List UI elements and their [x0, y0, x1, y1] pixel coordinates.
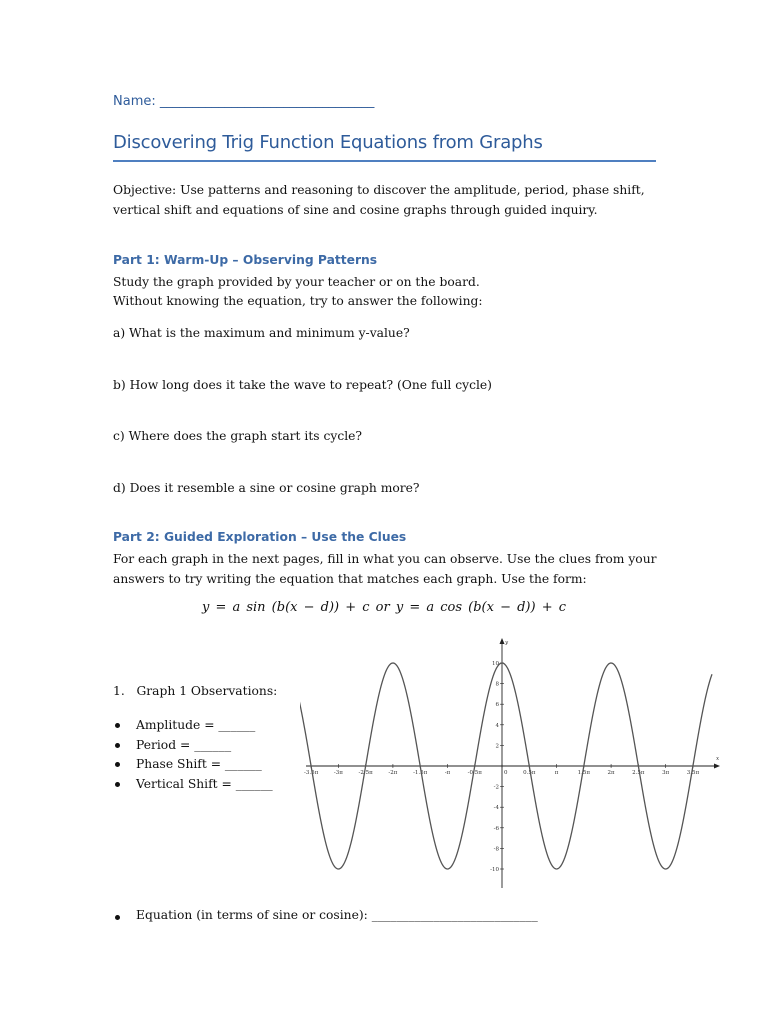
part2-intro: For each graph in the next pages, fill in what you can observe. Use the clues from your answers to try writing the equation that matches each graph. Use the form:: [113, 552, 657, 586]
equation-form: y = a sin (b(x − d)) + c or y = a cos (b(x − d)) + c: [201, 600, 567, 615]
objective-text: Objective: Use patterns and reasoning to discover the amplitude, period, phase shift, vertical shift and equations of sine and cosine graphs through guided inquiry.: [113, 183, 645, 217]
part1-intro-1: Study the graph provided by your teacher or on the board.: [113, 275, 480, 289]
y-tick-label: 6: [495, 702, 499, 709]
part2-heading: Part 2: Guided Exploration – Use the Clues: [113, 530, 407, 544]
y-tick-label: 4: [495, 722, 499, 729]
y-tick-label: -2: [493, 784, 499, 791]
question-d: d) Does it resemble a sine or cosine graph more?: [113, 481, 420, 495]
title-divider: [113, 160, 656, 162]
x-tick-label: 2π: [607, 770, 615, 776]
y-tick-label: -4: [493, 805, 499, 812]
x-tick-label: 3π: [662, 770, 670, 776]
x-axis-arrow: [714, 764, 720, 769]
x-tick-label: π: [554, 770, 559, 776]
y-tick-label: -8: [493, 846, 499, 853]
part1-intro-2: Without knowing the equation, try to answer the following:: [113, 294, 483, 308]
y-tick-label: 10: [492, 661, 499, 667]
x-tick-label: -0.5π: [467, 770, 482, 776]
x-tick-label: -1.5π: [413, 770, 428, 776]
y-tick-label: 8: [495, 681, 499, 688]
x-tick-label: -3.5π: [303, 770, 319, 776]
graph1-title: 1. Graph 1 Observations:: [113, 684, 278, 698]
page-title: Discovering Trig Function Equations from Graphs: [113, 132, 543, 153]
x-tick-label: -3π: [333, 770, 343, 776]
y-tick-label: -10: [490, 867, 499, 873]
x-tick-label: -π: [444, 770, 451, 776]
x-tick-label: 0.5π: [523, 770, 536, 776]
question-c: c) Where does the graph start its cycle?: [113, 429, 363, 443]
name-field[interactable]: Name: _________________________________: [113, 94, 375, 109]
graph1-chart: [300, 636, 720, 892]
graph1-observation-list: [113, 716, 273, 794]
x-tick-label: -2π: [388, 770, 398, 776]
equation-item[interactable]: Equation (in terms of sine or cosine): ___________________________: [113, 908, 538, 922]
x-tick-label: -2.5π: [358, 770, 373, 776]
phase-shift-item[interactable]: Phase Shift = ______: [113, 755, 273, 775]
x-tick-label: 0: [504, 770, 508, 776]
y-tick-label: 2: [495, 743, 499, 750]
amplitude-item[interactable]: Amplitude = ______: [113, 716, 273, 736]
x-axis-label: x: [716, 756, 720, 762]
y-tick-label: -6: [493, 825, 499, 832]
vertical-shift-item[interactable]: Vertical Shift = ______: [113, 775, 273, 795]
y-axis-label: y: [505, 640, 509, 646]
y-axis-arrow: [500, 638, 505, 644]
question-b: b) How long does it take the wave to repeat? (One full cycle): [113, 378, 492, 392]
x-tick-label: 2.5π: [632, 770, 645, 776]
part1-heading: Part 1: Warm-Up – Observing Patterns: [113, 253, 378, 267]
period-item[interactable]: Period = ______: [113, 736, 273, 756]
x-tick-label: 3.5π: [686, 770, 700, 776]
question-a: a) What is the maximum and minimum y-value?: [113, 326, 410, 340]
x-tick-label: 1.5π: [577, 770, 591, 776]
